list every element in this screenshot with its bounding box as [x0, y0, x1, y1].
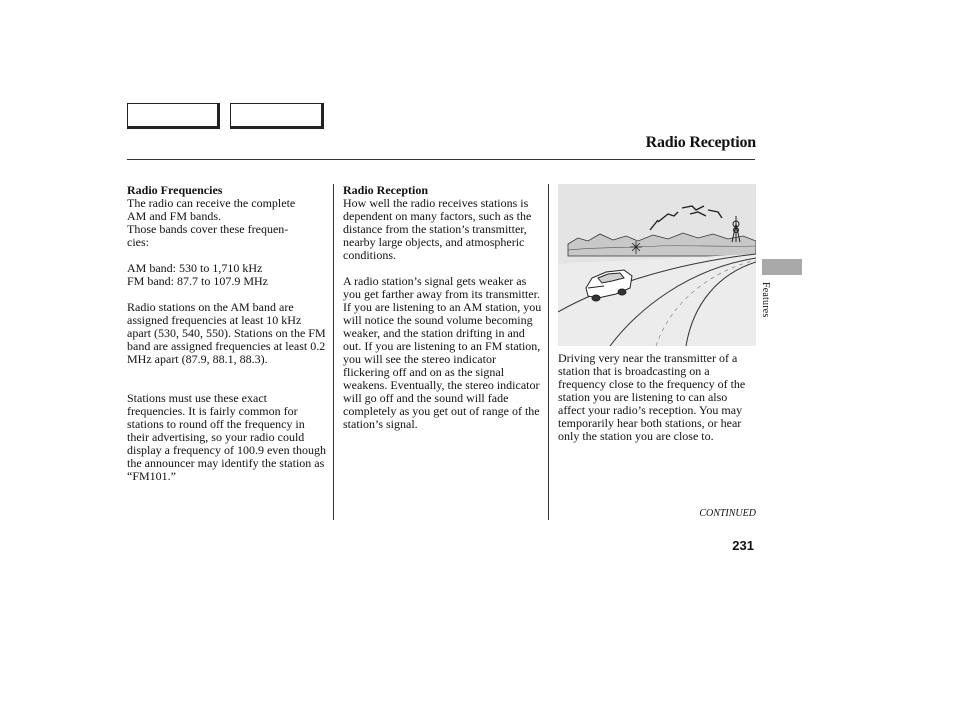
section-heading: Radio Frequencies: [127, 183, 223, 197]
column-radio-reception: [343, 184, 543, 431]
mountains-icon: [568, 233, 756, 256]
column-illustration-caption: [558, 352, 756, 443]
transmitter-tower-icon: [732, 216, 740, 242]
paragraph-line: The radio can receive the complete: [127, 196, 296, 210]
column-radio-frequencies: [127, 184, 327, 483]
fm-band-text: FM band: 87.7 to 107.9 MHz: [127, 274, 268, 288]
column-divider: [548, 184, 549, 520]
continued-label: CONTINUED: [699, 508, 756, 519]
paragraph: A radio station’s signal gets weaker as you get farther away from its transmitter. If you are listening to an AM station, you will notice the sound volume becoming weaker, and the station drifting in and out. If you are listening to an FM station, you will see the stereo indicator flickering off and on as the signal weakens. Eventually, the stereo indicator will go off and the sound will fade completely as you get out of range of the station’s signal.: [343, 274, 542, 431]
section-tab-marker[interactable]: [762, 259, 802, 275]
section-tab-label: Features: [760, 282, 771, 318]
page-number: 231: [732, 538, 754, 553]
page-title: Radio Reception: [645, 134, 756, 151]
paragraph-line: cies:: [127, 235, 149, 249]
paragraph: Driving very near the transmitter of a station that is broadcasting on a frequency close to the frequency of the station you are listening to can also affect your radio’s reception. You may temporarily hear both stations, or hear only the station you are close to.: [558, 351, 746, 443]
column-divider: [333, 184, 334, 520]
radio-wave-icon: [650, 206, 722, 230]
nav-button-1[interactable]: [127, 103, 220, 129]
reception-illustration: [558, 184, 756, 346]
paragraph-line: AM and FM bands.: [127, 209, 222, 223]
section-heading: Radio Reception: [343, 183, 428, 197]
paragraph: Stations must use these exact frequencies. It is fairly common for stations to round off the frequency in their advertising, so your radio could display a frequency of 100.9 even though the announcer may identify the station as “FM101.”: [127, 391, 326, 483]
paragraph-line: Those bands cover these frequen-: [127, 222, 289, 236]
title-divider: [127, 159, 755, 160]
paragraph: How well the radio receives stations is dependent on many factors, such as the distance from the station’s transmitter, nearby large objects, and atmospheric conditions.: [343, 196, 532, 262]
paragraph: Radio stations on the AM band are assigned frequencies at least 10 kHz apart (530, 540, 550). Stations on the FM band are assigned frequencies at least 0.2 MHz apart (87.9, 88.1, 88.3).: [127, 300, 326, 366]
nav-button-2[interactable]: [230, 103, 324, 129]
am-band-text: AM band: 530 to 1,710 kHz: [127, 261, 263, 275]
